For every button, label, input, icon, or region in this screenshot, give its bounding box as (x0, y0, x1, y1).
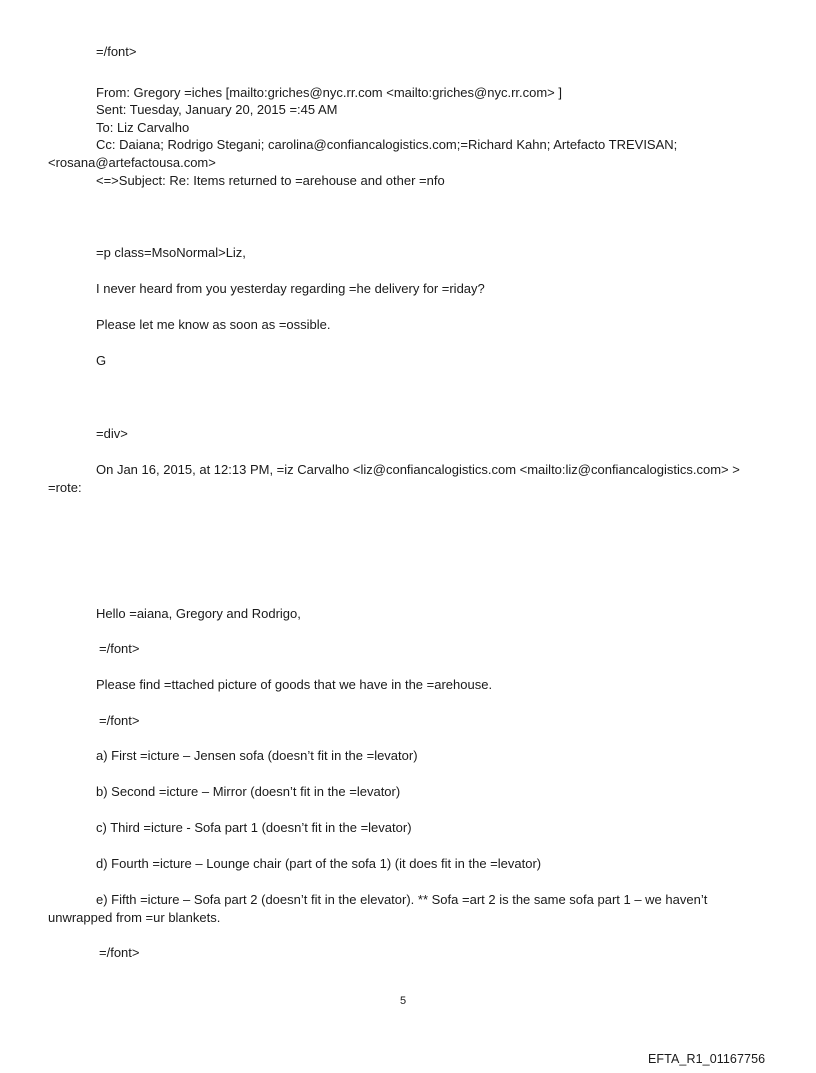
list-item: a) First =icture – Jensen sofa (doesn’t fit in the =levator) (96, 748, 418, 763)
body-paragraph: I never heard from you yesterday regarding =he delivery for =riday? (96, 281, 485, 296)
subject-line: <=>Subject: Re: Items returned to =arehouse and other =nfo (96, 173, 445, 188)
cc-line-continued: <rosana@artefactousa.com> (48, 155, 216, 170)
font-close-tag: =/font> (96, 44, 137, 59)
quote-attribution-continued: =rote: (48, 480, 82, 495)
font-close-tag: =/font> (99, 641, 140, 656)
signature: G (96, 353, 107, 368)
to-line: To: Liz Carvalho (96, 120, 190, 135)
font-close-tag: =/font> (99, 945, 140, 960)
quote-attribution: On Jan 16, 2015, at 12:13 PM, =iz Carvalho <liz@confiancalogistics.com <mailto:liz@confiancalogistics.com> > (96, 462, 740, 477)
div-tag: =div> (96, 426, 128, 441)
page-number: 5 (400, 995, 407, 1007)
sent-line: Sent: Tuesday, January 20, 2015 =:45 AM (96, 102, 338, 117)
list-item: b) Second =icture – Mirror (doesn’t fit in the =levator) (96, 784, 401, 799)
list-item: d) Fourth =icture – Lounge chair (part of the sofa 1) (it does fit in the =levator) (96, 856, 542, 871)
salutation: =p class=MsoNormal>Liz, (96, 245, 246, 260)
body-paragraph: Please find =ttached picture of goods that we have in the =arehouse. (96, 677, 493, 692)
list-item-continued: unwrapped from =ur blankets. (48, 910, 221, 925)
from-line: From: Gregory =iches [mailto:griches@nyc.rr.com <mailto:griches@nyc.rr.com> ] (96, 85, 563, 100)
body-paragraph: Please let me know as soon as =ossible. (96, 317, 331, 332)
font-close-tag: =/font> (99, 713, 140, 728)
cc-line: Cc: Daiana; Rodrigo Stegani; carolina@confiancalogistics.com;=Richard Kahn; Artefacto TREVISAN; (96, 137, 678, 152)
list-item: e) Fifth =icture – Sofa part 2 (doesn’t fit in the elevator). ** Sofa =art 2 is the same sofa part 1 – we haven’t (96, 892, 708, 907)
bates-number: EFTA_R1_01167756 (648, 1052, 766, 1066)
greeting: Hello =aiana, Gregory and Rodrigo, (96, 606, 301, 621)
list-item: c) Third =icture - Sofa part 1 (doesn’t fit in the =levator) (96, 820, 412, 835)
